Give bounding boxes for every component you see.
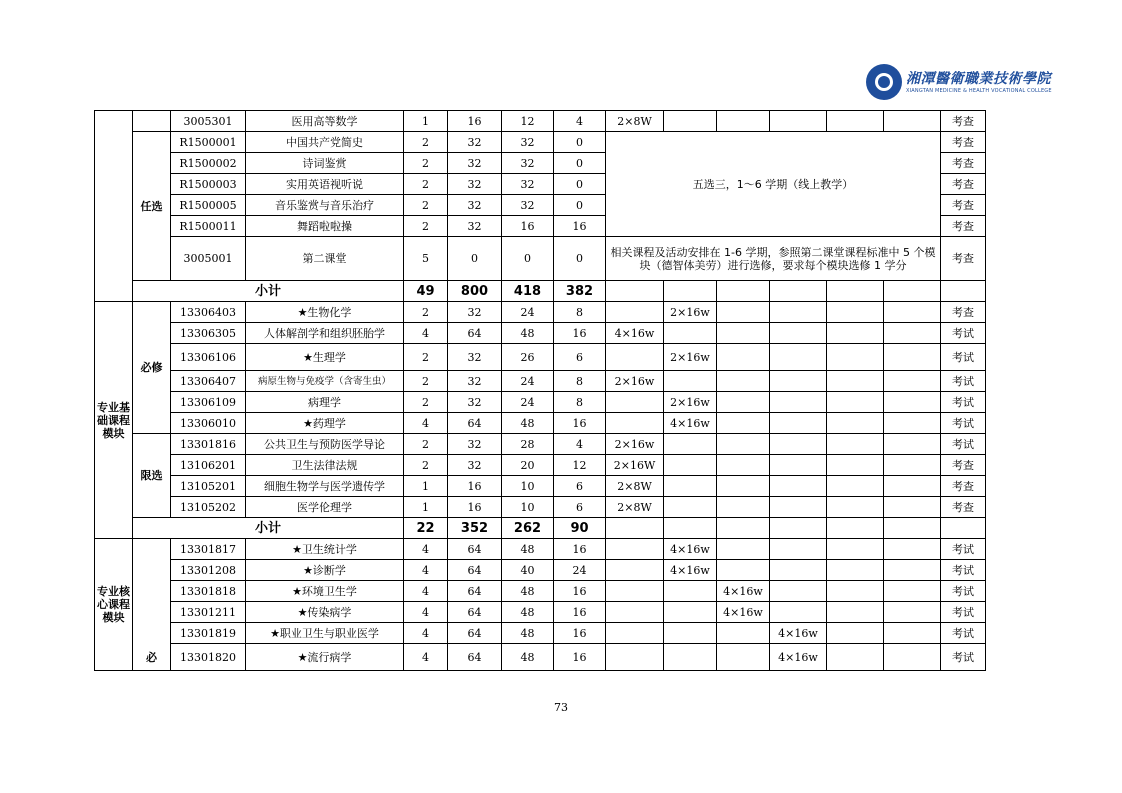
subtotal-total-hours: 352 [448,518,502,539]
category-cell [133,111,171,132]
practice-hours: 16 [554,323,606,344]
assessment: 考试 [941,560,986,581]
total-hours: 64 [448,623,502,644]
table-row [95,476,986,497]
course-name: 中国共产党简史 [246,132,404,153]
course-name: ★环境卫生学 [246,581,404,602]
practice-hours: 4 [554,111,606,132]
table-row [95,413,986,434]
practice-hours: 0 [554,195,606,216]
category-required: 必修 [133,302,171,434]
assessment: 考查 [941,195,986,216]
elective-note: 五选三，1～6 学期（线上教学） [606,132,941,237]
subtotal-theory-hours: 418 [502,281,554,302]
total-hours: 32 [448,302,502,323]
practice-hours: 24 [554,560,606,581]
practice-hours: 6 [554,476,606,497]
total-hours: 64 [448,413,502,434]
course-name: ★生物化学 [246,302,404,323]
credits: 4 [404,581,448,602]
table-row [95,560,986,581]
practice-hours: 8 [554,392,606,413]
semester-1: 2×16w [606,371,664,392]
course-name: 音乐鉴赏与音乐治疗 [246,195,404,216]
theory-hours: 26 [502,344,554,371]
table-row [95,132,986,153]
credits: 2 [404,195,448,216]
total-hours: 32 [448,344,502,371]
practice-hours: 8 [554,371,606,392]
credits: 2 [404,174,448,195]
semester-2: 4×16w [664,539,717,560]
assessment: 考试 [941,581,986,602]
assessment: 考查 [941,302,986,323]
total-hours: 32 [448,434,502,455]
course-name: 医用高等数学 [246,111,404,132]
course-code: R1500005 [171,195,246,216]
practice-hours: 0 [554,153,606,174]
assessment: 考查 [941,497,986,518]
assessment: 考查 [941,132,986,153]
course-name: ★药理学 [246,413,404,434]
practice-hours: 16 [554,644,606,671]
table-row [95,344,986,371]
table-row [95,323,986,344]
course-code: 13306305 [171,323,246,344]
assessment: 考试 [941,323,986,344]
assessment: 考试 [941,434,986,455]
theory-hours: 48 [502,413,554,434]
semester-6 [884,111,941,132]
table-row [95,539,986,560]
table-row [95,111,986,132]
course-code: R1500002 [171,153,246,174]
subtotal-row [95,281,986,302]
practice-hours: 6 [554,344,606,371]
assessment: 考试 [941,602,986,623]
subtotal-practice-hours: 382 [554,281,606,302]
theory-hours: 32 [502,174,554,195]
category-required: 必 [133,539,171,671]
practice-hours: 0 [554,237,606,281]
total-hours: 64 [448,560,502,581]
semester-3: 4×16w [717,602,770,623]
second-classroom-note: 相关课程及活动安排在 1-6 学期，参照第二课堂课程标准中 5 个模块（德智体美劳）进行选修，要求每个模块选修 1 学分 [606,237,941,281]
table-row [95,497,986,518]
semester-1: 2×8W [606,111,664,132]
course-code: 13306407 [171,371,246,392]
total-hours: 64 [448,323,502,344]
course-name: 细胞生物学与医学遗传学 [246,476,404,497]
course-code: 13306109 [171,392,246,413]
table-row [95,602,986,623]
semester-2 [664,111,717,132]
semester-2: 2×16w [664,344,717,371]
subtotal-credits: 49 [404,281,448,302]
college-logo [866,64,1052,104]
assessment: 考试 [941,623,986,644]
subtotal-theory-hours: 262 [502,518,554,539]
semester-3 [717,111,770,132]
total-hours: 64 [448,539,502,560]
practice-hours: 16 [554,623,606,644]
assessment: 考试 [941,539,986,560]
credits: 5 [404,237,448,281]
credits: 2 [404,344,448,371]
table-row [95,302,986,323]
table-row [95,455,986,476]
credits: 2 [404,302,448,323]
total-hours: 32 [448,153,502,174]
table-row [95,237,986,281]
section-basic: 专业基础课程模块 [95,302,133,539]
course-name: 卫生法律法规 [246,455,404,476]
semester-2: 4×16w [664,560,717,581]
course-code: R1500001 [171,132,246,153]
assessment: 考试 [941,413,986,434]
total-hours: 32 [448,132,502,153]
assessment: 考查 [941,237,986,281]
credits: 4 [404,602,448,623]
course-code: 13301816 [171,434,246,455]
table-row [95,581,986,602]
total-hours: 64 [448,602,502,623]
theory-hours: 16 [502,216,554,237]
subtotal-practice-hours: 90 [554,518,606,539]
course-code: 13306403 [171,302,246,323]
semester-4: 4×16w [770,623,827,644]
course-name: ★卫生统计学 [246,539,404,560]
emblem-center [878,76,890,88]
theory-hours: 48 [502,581,554,602]
credits: 2 [404,434,448,455]
course-code: 13301211 [171,602,246,623]
total-hours: 16 [448,476,502,497]
assessment: 考试 [941,644,986,671]
semester-3: 4×16w [717,581,770,602]
course-name: 公共卫生与预防医学导论 [246,434,404,455]
semester-1: 2×16w [606,434,664,455]
course-name: 实用英语视听说 [246,174,404,195]
course-code: 3005301 [171,111,246,132]
practice-hours: 0 [554,132,606,153]
semester-1: 4×16w [606,323,664,344]
total-hours: 32 [448,174,502,195]
subtotal-label: 小计 [133,281,404,302]
credits: 1 [404,111,448,132]
table-row [95,434,986,455]
total-hours: 32 [448,195,502,216]
course-code: 13301208 [171,560,246,581]
theory-hours: 0 [502,237,554,281]
credits: 2 [404,455,448,476]
course-table [94,110,986,671]
semester-1: 2×8W [606,497,664,518]
practice-hours: 4 [554,434,606,455]
course-name: 人体解剖学和组织胚胎学 [246,323,404,344]
theory-hours: 10 [502,476,554,497]
total-hours: 64 [448,644,502,671]
course-name: 病原生物与免疫学（含寄生虫） [246,371,404,392]
total-hours: 16 [448,111,502,132]
course-code: 13301818 [171,581,246,602]
credits: 1 [404,476,448,497]
theory-hours: 48 [502,323,554,344]
total-hours: 16 [448,497,502,518]
course-code: 13301819 [171,623,246,644]
total-hours: 32 [448,216,502,237]
credits: 1 [404,497,448,518]
course-code: 13106201 [171,455,246,476]
assessment: 考试 [941,392,986,413]
subtotal-credits: 22 [404,518,448,539]
assessment: 考试 [941,371,986,392]
course-code: R1500003 [171,174,246,195]
theory-hours: 24 [502,392,554,413]
category-limited: 限选 [133,434,171,518]
theory-hours: 24 [502,302,554,323]
assessment: 考查 [941,455,986,476]
table-row [95,371,986,392]
assessment: 考查 [941,174,986,195]
course-code: 13301817 [171,539,246,560]
practice-hours: 16 [554,216,606,237]
page-number: 73 [554,701,568,714]
course-name: ★诊断学 [246,560,404,581]
subtotal-total-hours: 800 [448,281,502,302]
course-name: ★职业卫生与职业医学 [246,623,404,644]
semester-4 [770,111,827,132]
credits: 4 [404,413,448,434]
theory-hours: 48 [502,539,554,560]
credits: 4 [404,323,448,344]
theory-hours: 28 [502,434,554,455]
course-name: 舞蹈啦啦操 [246,216,404,237]
course-code: 13105201 [171,476,246,497]
table-row [95,644,986,671]
theory-hours: 20 [502,455,554,476]
credits: 4 [404,539,448,560]
credits: 4 [404,623,448,644]
course-code: R1500011 [171,216,246,237]
table-row [95,392,986,413]
semester-4: 4×16w [770,644,827,671]
theory-hours: 32 [502,195,554,216]
assessment: 考查 [941,216,986,237]
practice-hours: 12 [554,455,606,476]
practice-hours: 16 [554,539,606,560]
credits: 2 [404,132,448,153]
course-code: 13105202 [171,497,246,518]
theory-hours: 48 [502,644,554,671]
theory-hours: 24 [502,371,554,392]
semester-1: 2×8W [606,476,664,497]
practice-hours: 16 [554,413,606,434]
course-name: ★生理学 [246,344,404,371]
practice-hours: 16 [554,581,606,602]
total-hours: 0 [448,237,502,281]
subtotal-label: 小计 [133,518,404,539]
credits: 2 [404,216,448,237]
course-name: 诗词鉴赏 [246,153,404,174]
course-code: 3005001 [171,237,246,281]
course-name: 病理学 [246,392,404,413]
section-cell-public [95,111,133,302]
total-hours: 32 [448,392,502,413]
course-code: 13301820 [171,644,246,671]
theory-hours: 40 [502,560,554,581]
subtotal-row [95,518,986,539]
section-core: 专业核心课程模块 [95,539,133,671]
total-hours: 32 [448,455,502,476]
category-elective: 任选 [133,132,171,281]
practice-hours: 16 [554,602,606,623]
theory-hours: 32 [502,132,554,153]
course-name: ★传染病学 [246,602,404,623]
semester-2: 4×16w [664,413,717,434]
course-code: 13306010 [171,413,246,434]
credits: 2 [404,371,448,392]
assessment: 考试 [941,344,986,371]
theory-hours: 12 [502,111,554,132]
practice-hours: 6 [554,497,606,518]
theory-hours: 48 [502,623,554,644]
total-hours: 32 [448,371,502,392]
total-hours: 64 [448,581,502,602]
course-name: 第二课堂 [246,237,404,281]
credits: 2 [404,153,448,174]
theory-hours: 10 [502,497,554,518]
logo-english-name: XIANGTAN MEDICINE & HEALTH VOCATIONAL COLLEGE [906,88,1052,94]
logo-chinese-name: 湘潭醫衛職業技術學院 [906,71,1051,87]
assessment: 考查 [941,476,986,497]
credits: 4 [404,644,448,671]
course-name: 医学伦理学 [246,497,404,518]
semester-5 [827,111,884,132]
credits: 2 [404,392,448,413]
theory-hours: 32 [502,153,554,174]
assessment: 考查 [941,153,986,174]
assessment: 考查 [941,111,986,132]
course-code: 13306106 [171,344,246,371]
semester-1 [606,302,664,323]
semester-1: 2×16W [606,455,664,476]
semester-2: 2×16w [664,392,717,413]
credits: 4 [404,560,448,581]
theory-hours: 48 [502,602,554,623]
table-row [95,623,986,644]
practice-hours: 8 [554,302,606,323]
course-name: ★流行病学 [246,644,404,671]
practice-hours: 0 [554,174,606,195]
semester-2: 2×16w [664,302,717,323]
